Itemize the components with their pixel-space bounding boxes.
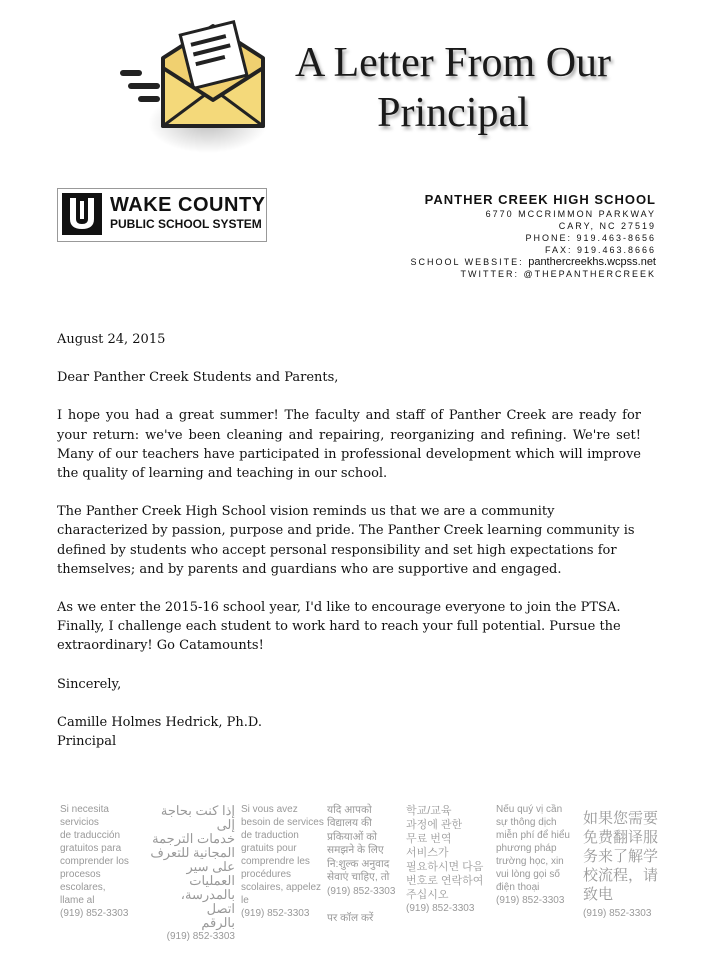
title-line-1: A Letter From Our (294, 40, 612, 86)
school-website-label: SCHOOL WEBSITE: (410, 257, 524, 267)
notice-phone: (919) 852-3303 (327, 885, 396, 897)
logo-line-1: WAKE COUNTY (110, 194, 266, 216)
wcpss-emblem-icon (62, 193, 102, 235)
school-phone: PHONE: 919.463-8656 (525, 233, 656, 243)
page-title (268, 38, 638, 138)
notice-suffix: पर कॉल करें (327, 911, 374, 924)
translation-notices (57, 790, 667, 942)
translation-notice-chinese (583, 790, 667, 942)
translation-notice-vietnamese (496, 790, 580, 920)
school-address-2: CARY, NC 27519 (558, 221, 656, 231)
notice-phone: (919) 852-3303 (583, 908, 652, 919)
letter-paragraph-3: As we enter the 2015-16 school year, I'd like to encourage everyone to join the PTSA. Finally, I challenge each student to work hard to reach your full potential. Pursue the extraordinary! Go Catamounts! (57, 600, 621, 654)
notice-text: Nếu quý vị cần sự thông dịch miễn phí để hiểu phương pháp trường học, xin vui lòng gọi số điện thoại (496, 804, 570, 893)
envelope-letter-icon (118, 8, 268, 158)
translation-notice-arabic (149, 790, 235, 958)
translation-notice-hindi (327, 790, 407, 939)
school-website-line (411, 256, 657, 268)
school-website-link[interactable]: panthercreekhs.wcpss.net (528, 256, 656, 268)
school-fax: FAX: 919.463.8666 (544, 245, 656, 255)
letter-paragraph-2: The Panther Creek High School vision reminds us that we are a community characterized by passion, purpose and pride. The Panther Creek learning community is defined by students who accept personal responsibility and set high expectations for themselves; and by parents and guardians who are supportive and engaged. (57, 504, 635, 577)
notice-phone: (919) 852-3303 (406, 903, 475, 914)
letter-paragraph-1: I hope you had a great summer! The faculty and staff of Panther Creek are ready for your return: we've been cleaning and repairing, reorganizing and refining. We're set! Many of our teachers have participated in professional development which will improve the quality of learning and teaching in our school. (57, 408, 641, 482)
notice-phone: (919) 852-3303 (60, 908, 129, 919)
translation-notice-korean (406, 790, 490, 930)
notice-text: 학교/교육 과정에 관한 무료 번역 서비스가 필요하시면 다음 번호로 연락하여 주십시오 (406, 805, 484, 901)
wcpss-logo (57, 188, 267, 242)
notice-text: यदि आपको विद्यालय की प्रकियाओं को समझने के लिए नि:शुल्क अनुवाद सेवाएं चाहिए, तो (327, 803, 390, 883)
notice-text: Si necesita servicios de traducción gratuitos para comprender los procesos escolares, llame al (60, 804, 129, 906)
school-address-1: 6770 MCCRIMMON PARKWAY (485, 209, 656, 219)
letter-closing: Sincerely, (57, 676, 122, 692)
notice-text: 如果您需要 免费翻译服 务来了解学 校流程，请 致电 (583, 810, 659, 903)
logo-line-2: PUBLIC SCHOOL SYSTEM (110, 217, 262, 231)
translation-notice-french (241, 790, 325, 920)
notice-text: إذا كنت بحاجة إلى خدمات الترجمة المجانية للتعرف على سير العمليات بالمدرسة، اتصل بالرقم (150, 803, 235, 930)
letter-salutation: Dear Panther Creek Students and Parents, (57, 370, 339, 386)
school-contact-block (411, 192, 657, 280)
title-line-2: Principal (377, 90, 529, 136)
notice-phone: (919) 852-3303 (496, 895, 565, 906)
letter-date: August 24, 2015 (57, 332, 166, 347)
school-name: PANTHER CREEK HIGH SCHOOL (424, 192, 656, 207)
letter-signer-role: Principal (57, 734, 117, 750)
notice-phone: (919) 852-3303 (241, 908, 310, 919)
translation-notice-spanish (60, 790, 148, 933)
school-twitter: TWITTER: @THEPANTHERCREEK (460, 269, 656, 279)
letter-signer: Camille Holmes Hedrick, Ph.D. (57, 714, 262, 730)
notice-text: Si vous avez besoin de services de traduction gratuits pour comprendre les procédures scolaires, appelez le (241, 804, 324, 906)
letter-body (57, 330, 641, 751)
notice-phone: (919) 852-3303 (166, 931, 235, 942)
